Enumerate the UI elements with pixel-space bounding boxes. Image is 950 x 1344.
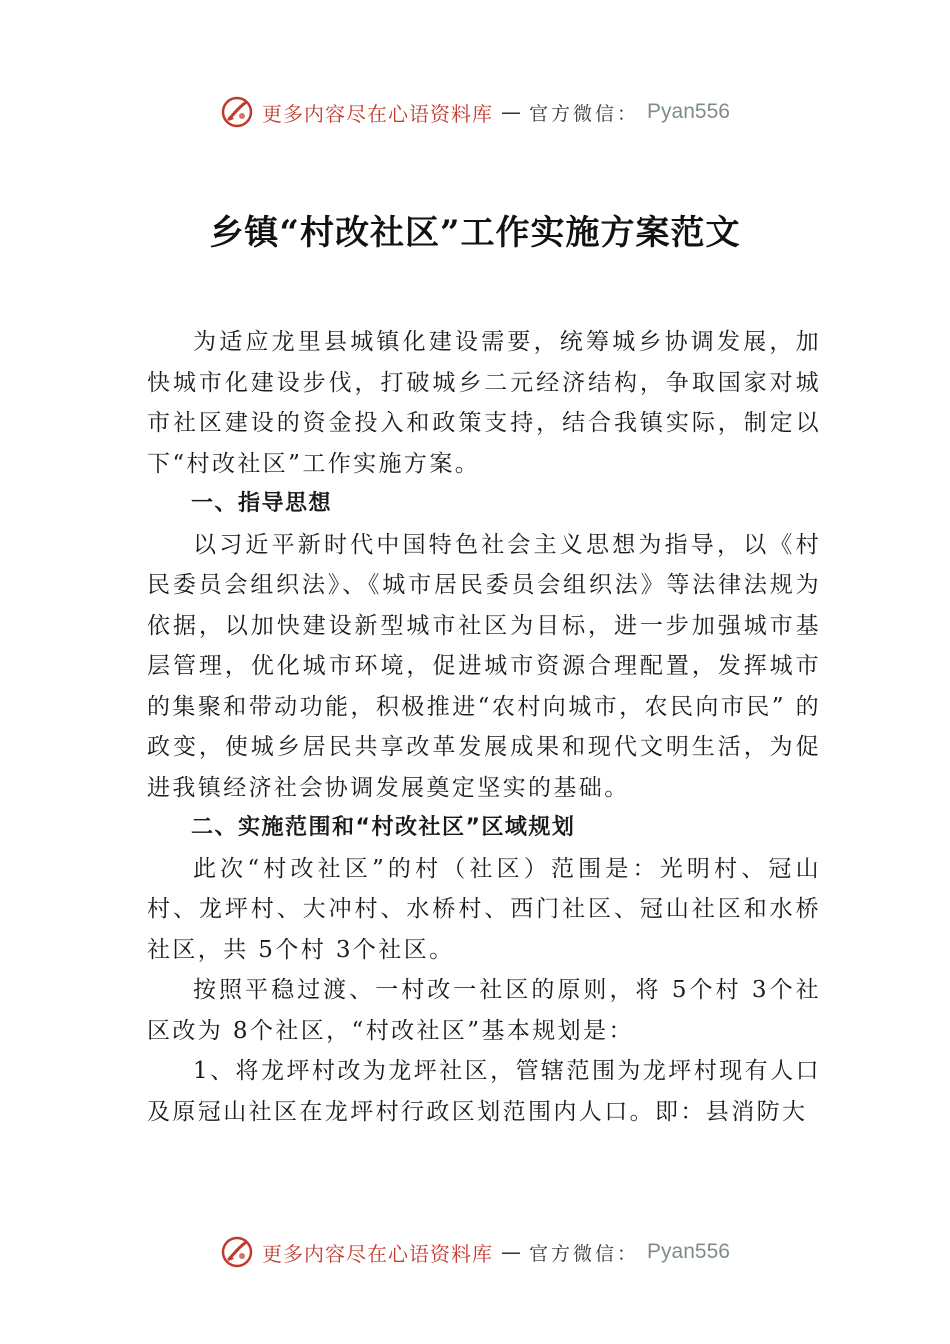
- banner-wechat-id: Pyan556: [647, 100, 730, 123]
- banner-wechat-id: Pyan556: [647, 1240, 730, 1263]
- banner-dash: —: [501, 100, 522, 124]
- brush-logo-icon: [220, 95, 254, 129]
- section-2-paragraph-3: 1、将龙坪村改为龙坪社区，管辖范围为龙坪村现有人口及原冠山社区在龙坪村行政区划范围内人口。即：县消防大: [147, 1058, 821, 1125]
- brush-logo-icon: [220, 1235, 254, 1269]
- banner-label: 官方微信：: [529, 1242, 640, 1265]
- section-2-paragraph-2: 按照平稳过渡、一村改一社区的原则，将 5个村 3个社区改为 8个社区，“村改社区”基本规划是：: [147, 977, 821, 1044]
- banner-dash: —: [501, 1240, 522, 1264]
- intro-paragraph: 为适应龙里县城镇化建设需要，统筹城乡协调发展，加快城市化建设步伐，打破城乡二元经济结构，争取国家对城市社区建设的资金投入和政策支持，结合我镇实际，制定以下“村改社区”工作实施方案。: [147, 329, 821, 477]
- section-heading-2: 二、实施范围和“村改社区”区域规划: [191, 815, 576, 840]
- header-banner: [0, 92, 950, 132]
- section-heading-1: 一、指导思想: [191, 491, 333, 516]
- banner-label: 官方微信：: [529, 102, 640, 125]
- section-1-paragraph: 以习近平新时代中国特色社会主义思想为指导，以《村民委员会组织法》、《城市居民委员会组织法》等法律法规为依据，以加快建设新型城市社区为目标，进一步加强城市基层管理，优化城市环境，促进城市资源合理配置，发挥城市的集聚和带动功能，积极推进“农村向城市，农民向市民” 的政变，使城乡居民共享改革发展成果和现代文明生活，为促进我镇经济社会协调发展奠定坚实的基础。: [147, 531, 821, 801]
- document-title: 乡镇“村改社区”工作实施方案范文: [209, 213, 741, 253]
- document-body: [147, 322, 821, 1132]
- banner-text: 更多内容尽在心语资料库: [262, 1241, 494, 1266]
- footer-banner: [0, 1232, 950, 1272]
- banner-text: 更多内容尽在心语资料库: [262, 101, 494, 126]
- section-2-paragraph-1: 此次“村改社区”的村（社区）范围是：光明村、冠山村、龙坪村、大冲村、水桥村、西门社区、冠山社区和水桥社区，共 5个村 3个社区。: [147, 855, 821, 963]
